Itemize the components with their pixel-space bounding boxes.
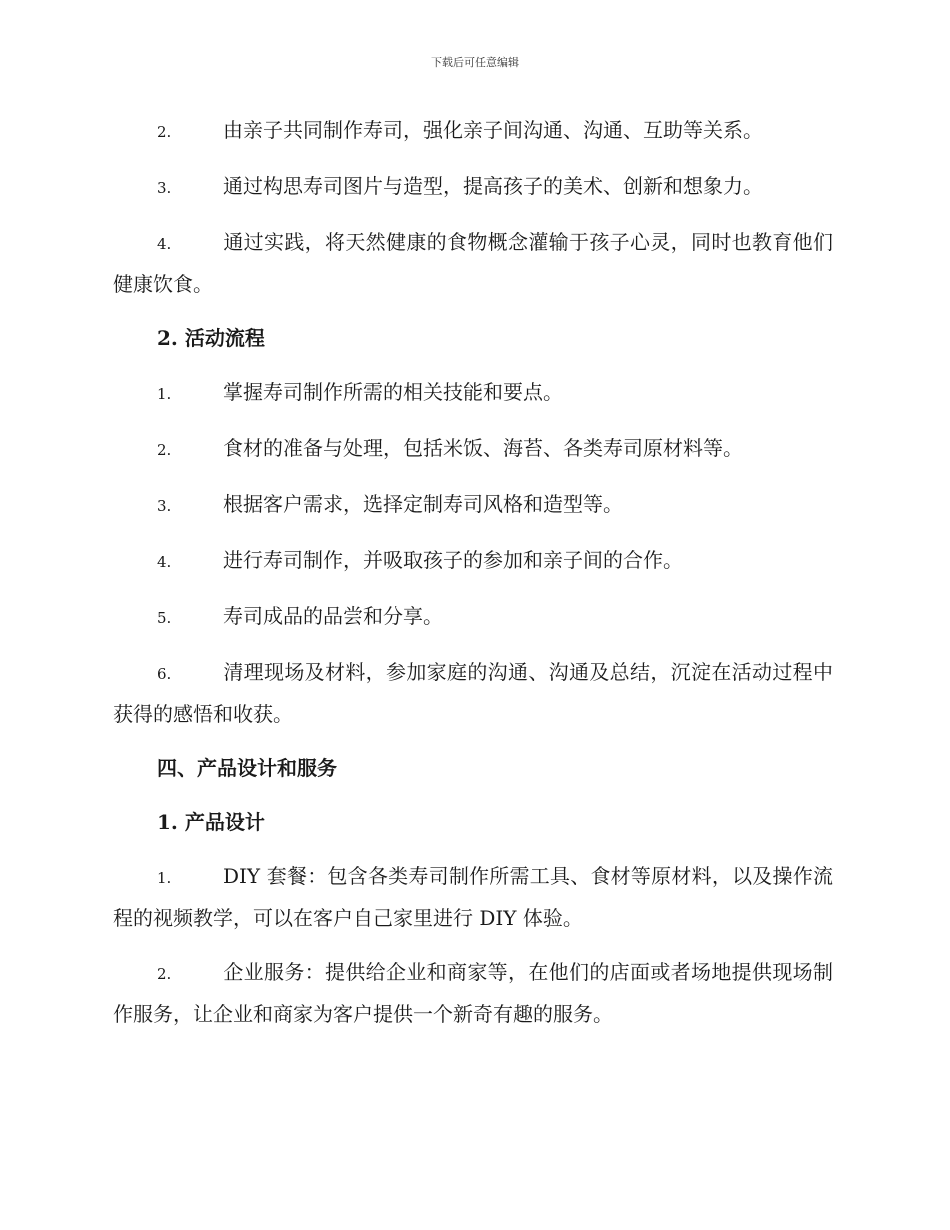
list-number: 3.	[157, 179, 172, 197]
list-number: 4.	[157, 553, 172, 571]
list-item	[113, 428, 833, 470]
list-number: 1.	[157, 385, 172, 403]
document-body	[113, 110, 833, 1048]
list-number: 6.	[157, 665, 172, 683]
section-heading-product-design-and-service: 四、产品设计和服务	[157, 756, 337, 780]
list-item-text: 掌握寿司制作所需的相关技能和要点。	[223, 380, 563, 404]
list-item	[113, 372, 833, 414]
list-number: 3.	[157, 497, 172, 515]
list-item-text: 进行寿司制作，并吸取孩子的参加和亲子间的合作。	[223, 548, 683, 572]
section-heading-activity-flow: 2. 活动流程	[157, 326, 265, 350]
list-item	[113, 596, 833, 638]
list-item	[113, 856, 833, 938]
list-item-text: 寿司成品的品尝和分享。	[223, 604, 443, 628]
list-number: 5.	[157, 609, 172, 627]
list-item	[113, 222, 833, 304]
list-item	[113, 484, 833, 526]
page-header: 下载后可任意编辑	[431, 56, 519, 69]
list-item-text: 根据客户需求，选择定制寿司风格和造型等。	[223, 492, 623, 516]
list-item-text: 企业服务：提供给企业和商家等，在他们的店面或者场地提供现场制作服务，让企业和商家为客户提供一个新奇有趣的服务。	[113, 960, 833, 1026]
list-item-text: 由亲子共同制作寿司，强化亲子间沟通、沟通、互助等关系。	[223, 118, 763, 142]
list-item-text: 通过构思寿司图片与造型，提高孩子的美术、创新和想象力。	[223, 174, 763, 198]
list-number: 2.	[157, 123, 172, 141]
list-item-text: DIY 套餐：包含各类寿司制作所需工具、食材等原材料，以及操作流程的视频教学，可以在客户自己家里进行 DIY 体验。	[113, 864, 833, 930]
list-item	[113, 952, 833, 1034]
list-number: 1.	[157, 869, 172, 887]
list-item-text: 通过实践，将天然健康的食物概念灌输于孩子心灵，同时也教育他们健康饮食。	[113, 230, 833, 296]
subsection-heading-product-design: 1. 产品设计	[157, 810, 265, 834]
list-number: 4.	[157, 235, 172, 253]
list-item	[113, 166, 833, 208]
list-number: 2.	[157, 965, 172, 983]
list-number: 2.	[157, 441, 172, 459]
list-item	[113, 540, 833, 582]
list-item	[113, 652, 833, 734]
list-item-text: 食材的准备与处理，包括米饭、海苔、各类寿司原材料等。	[223, 436, 743, 460]
list-item	[113, 110, 833, 152]
list-item-text: 清理现场及材料，参加家庭的沟通、沟通及总结，沉淀在活动过程中获得的感悟和收获。	[113, 660, 833, 726]
